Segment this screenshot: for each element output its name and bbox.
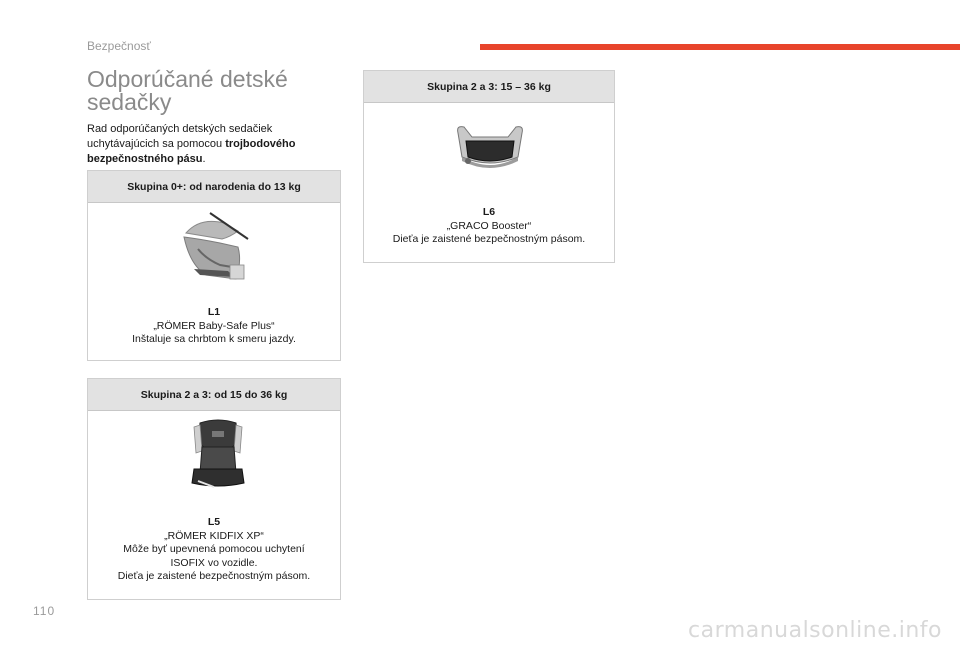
infant-carrier-icon <box>180 209 250 289</box>
seat-name: „RÖMER KIDFIX XP“ <box>164 529 264 542</box>
seat-note: Môže byť upevnená pomocou uchytení <box>123 543 305 555</box>
card-header: Skupina 0+: od narodenia do 13 kg <box>88 171 340 203</box>
seat-code: L6 <box>482 206 496 218</box>
intro-bold-text: trojbodového bezpečnostného pásu <box>87 138 296 165</box>
seat-note: Inštaluje sa chrbtom k smeru jazdy. <box>132 333 296 345</box>
page-title-line2: sedačky <box>87 89 172 115</box>
watermark: carmanualsonline.info <box>688 618 942 643</box>
page-title <box>87 68 347 114</box>
card-caption <box>88 306 340 347</box>
seat-code: L1 <box>207 306 221 318</box>
intro-text: Rad odporúčaných detských sedačiek uchytávajúcich sa pomocou <box>87 123 273 150</box>
intro-paragraph <box>87 122 342 167</box>
card-caption <box>364 206 614 247</box>
page-number: 110 <box>33 604 56 618</box>
page-title-line1: Odporúčané detské <box>87 66 288 92</box>
intro-text-end: . <box>202 153 206 165</box>
seat-note: Dieťa je zaistené bezpečnostným pásom. <box>117 570 311 582</box>
header-accent-bar <box>480 44 960 50</box>
seat-name: „GRACO Booster“ <box>446 219 532 232</box>
section-label: Bezpečnosť <box>87 39 151 53</box>
seat-note: Dieťa je zaistené bezpečnostným pásom. <box>392 233 586 245</box>
highback-booster-icon <box>188 417 248 497</box>
seat-card-l1 <box>87 170 341 361</box>
seat-note: ISOFIX vo vozidle. <box>170 556 258 569</box>
card-header: Skupina 2 a 3: 15 – 36 kg <box>364 71 614 103</box>
seat-card-l6 <box>363 70 615 263</box>
seat-card-l5 <box>87 378 341 600</box>
seat-name: „RÖMER Baby-Safe Plus“ <box>153 319 275 332</box>
booster-cushion-icon <box>454 123 526 180</box>
card-header: Skupina 2 a 3: od 15 do 36 kg <box>88 379 340 411</box>
seat-code: L5 <box>207 516 221 528</box>
card-caption <box>88 516 340 584</box>
